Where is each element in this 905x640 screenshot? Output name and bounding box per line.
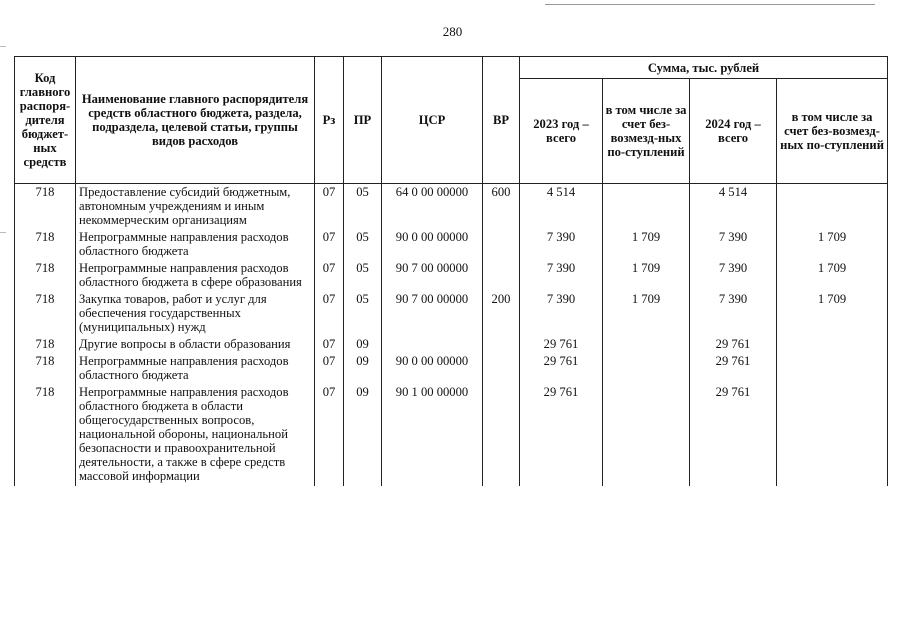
cell-total-2023: 7 390: [520, 230, 603, 261]
cell-pr: 09: [344, 354, 382, 385]
table-row: [15, 230, 888, 261]
cell-vr: [483, 337, 520, 354]
cell-grants-2024: [777, 354, 888, 385]
table-header: [15, 57, 888, 184]
cell-name: Закупка товаров, работ и услуг для обеспечения государственных (муниципальных) нужд: [76, 292, 315, 337]
cell-csr: 64 0 00 00000: [382, 184, 483, 231]
cell-total-2024: 29 761: [690, 337, 777, 354]
header-total-2024: 2024 год – всего: [690, 79, 777, 184]
cell-code: 718: [15, 292, 76, 337]
cell-total-2023: 29 761: [520, 337, 603, 354]
cell-name: Предоставление субсидий бюджетным, автономным учреждениям и иным некоммерческим организациям: [76, 184, 315, 231]
cell-csr: 90 7 00 00000: [382, 292, 483, 337]
cell-grants-2024: 1 709: [777, 230, 888, 261]
cell-rz: 07: [315, 292, 344, 337]
page-number: 280: [442, 24, 463, 39]
cell-total-2023: 29 761: [520, 385, 603, 486]
header-code: Код главного распоря-дителя бюджет-ных средств: [15, 57, 76, 184]
margin-mark: [0, 46, 6, 47]
cell-code: 718: [15, 354, 76, 385]
cell-pr: 05: [344, 261, 382, 292]
cell-pr: 09: [344, 385, 382, 486]
cell-rz: 07: [315, 184, 344, 231]
header-grants-2024: в том числе за счет без-возмезд-ных по-ступлений: [777, 79, 888, 184]
cell-vr: 600: [483, 184, 520, 231]
header-sum-group: Сумма, тыс. рублей: [520, 57, 888, 79]
cell-grants-2023: 1 709: [603, 230, 690, 261]
cell-total-2024: 4 514: [690, 184, 777, 231]
table-row: [15, 292, 888, 337]
cell-grants-2023: [603, 354, 690, 385]
cell-name: Непрограммные направления расходов областного бюджета в сфере образования: [76, 261, 315, 292]
cell-total-2023: 29 761: [520, 354, 603, 385]
margin-mark: [0, 232, 6, 233]
header-pr: ПР: [344, 57, 382, 184]
cell-code: 718: [15, 385, 76, 486]
table-row: [15, 337, 888, 354]
cell-csr: 90 1 00 00000: [382, 385, 483, 486]
cell-vr: [483, 230, 520, 261]
cell-rz: 07: [315, 261, 344, 292]
table-row: [15, 385, 888, 486]
cell-rz: 07: [315, 337, 344, 354]
header-vr: ВР: [483, 57, 520, 184]
cell-csr: 90 0 00 00000: [382, 230, 483, 261]
cell-total-2023: 7 390: [520, 261, 603, 292]
table-row: [15, 261, 888, 292]
budget-table: [14, 56, 888, 486]
cell-grants-2023: [603, 184, 690, 231]
cell-csr: 90 7 00 00000: [382, 261, 483, 292]
cell-code: 718: [15, 230, 76, 261]
cell-csr: 90 0 00 00000: [382, 354, 483, 385]
cell-total-2024: 29 761: [690, 354, 777, 385]
header-rz: Рз: [315, 57, 344, 184]
cell-total-2023: 7 390: [520, 292, 603, 337]
cell-total-2024: 29 761: [690, 385, 777, 486]
cell-code: 718: [15, 337, 76, 354]
cell-name: Непрограммные направления расходов областного бюджета: [76, 354, 315, 385]
cell-pr: 05: [344, 230, 382, 261]
table-row: [15, 184, 888, 231]
cell-pr: 09: [344, 337, 382, 354]
cell-vr: [483, 261, 520, 292]
cell-grants-2024: [777, 385, 888, 486]
cell-pr: 05: [344, 292, 382, 337]
cell-code: 718: [15, 261, 76, 292]
cell-grants-2024: 1 709: [777, 261, 888, 292]
cell-grants-2024: [777, 337, 888, 354]
cell-code: 718: [15, 184, 76, 231]
table-row: [15, 354, 888, 385]
header-csr: ЦСР: [382, 57, 483, 184]
cell-vr: [483, 385, 520, 486]
cell-grants-2024: [777, 184, 888, 231]
cell-vr: 200: [483, 292, 520, 337]
cell-name: Непрограммные направления расходов областного бюджета: [76, 230, 315, 261]
cell-total-2024: 7 390: [690, 292, 777, 337]
cell-rz: 07: [315, 230, 344, 261]
cell-name: Другие вопросы в области образования: [76, 337, 315, 354]
cell-csr: [382, 337, 483, 354]
cell-rz: 07: [315, 385, 344, 486]
cell-grants-2023: 1 709: [603, 292, 690, 337]
cell-vr: [483, 354, 520, 385]
cell-name: Непрограммные направления расходов областного бюджета в области общегосударственных вопросов, национальной обороны, национальной безопасности и правоохранительной деятельности, а также в сфере средств массовой информации: [76, 385, 315, 486]
cell-grants-2023: 1 709: [603, 261, 690, 292]
cell-pr: 05: [344, 184, 382, 231]
cell-total-2024: 7 390: [690, 261, 777, 292]
table-body: [15, 184, 888, 487]
cell-total-2024: 7 390: [690, 230, 777, 261]
cell-grants-2023: [603, 337, 690, 354]
cell-total-2023: 4 514: [520, 184, 603, 231]
top-rule: [545, 4, 875, 5]
cell-grants-2024: 1 709: [777, 292, 888, 337]
header-total-2023: 2023 год – всего: [520, 79, 603, 184]
cell-grants-2023: [603, 385, 690, 486]
header-grants-2023: в том числе за счет без-возмезд-ных по-ступлений: [603, 79, 690, 184]
cell-rz: 07: [315, 354, 344, 385]
header-name: Наименование главного распорядителя средств областного бюджета, раздела, подраздела, целевой статьи, группы видов расходов: [76, 57, 315, 184]
